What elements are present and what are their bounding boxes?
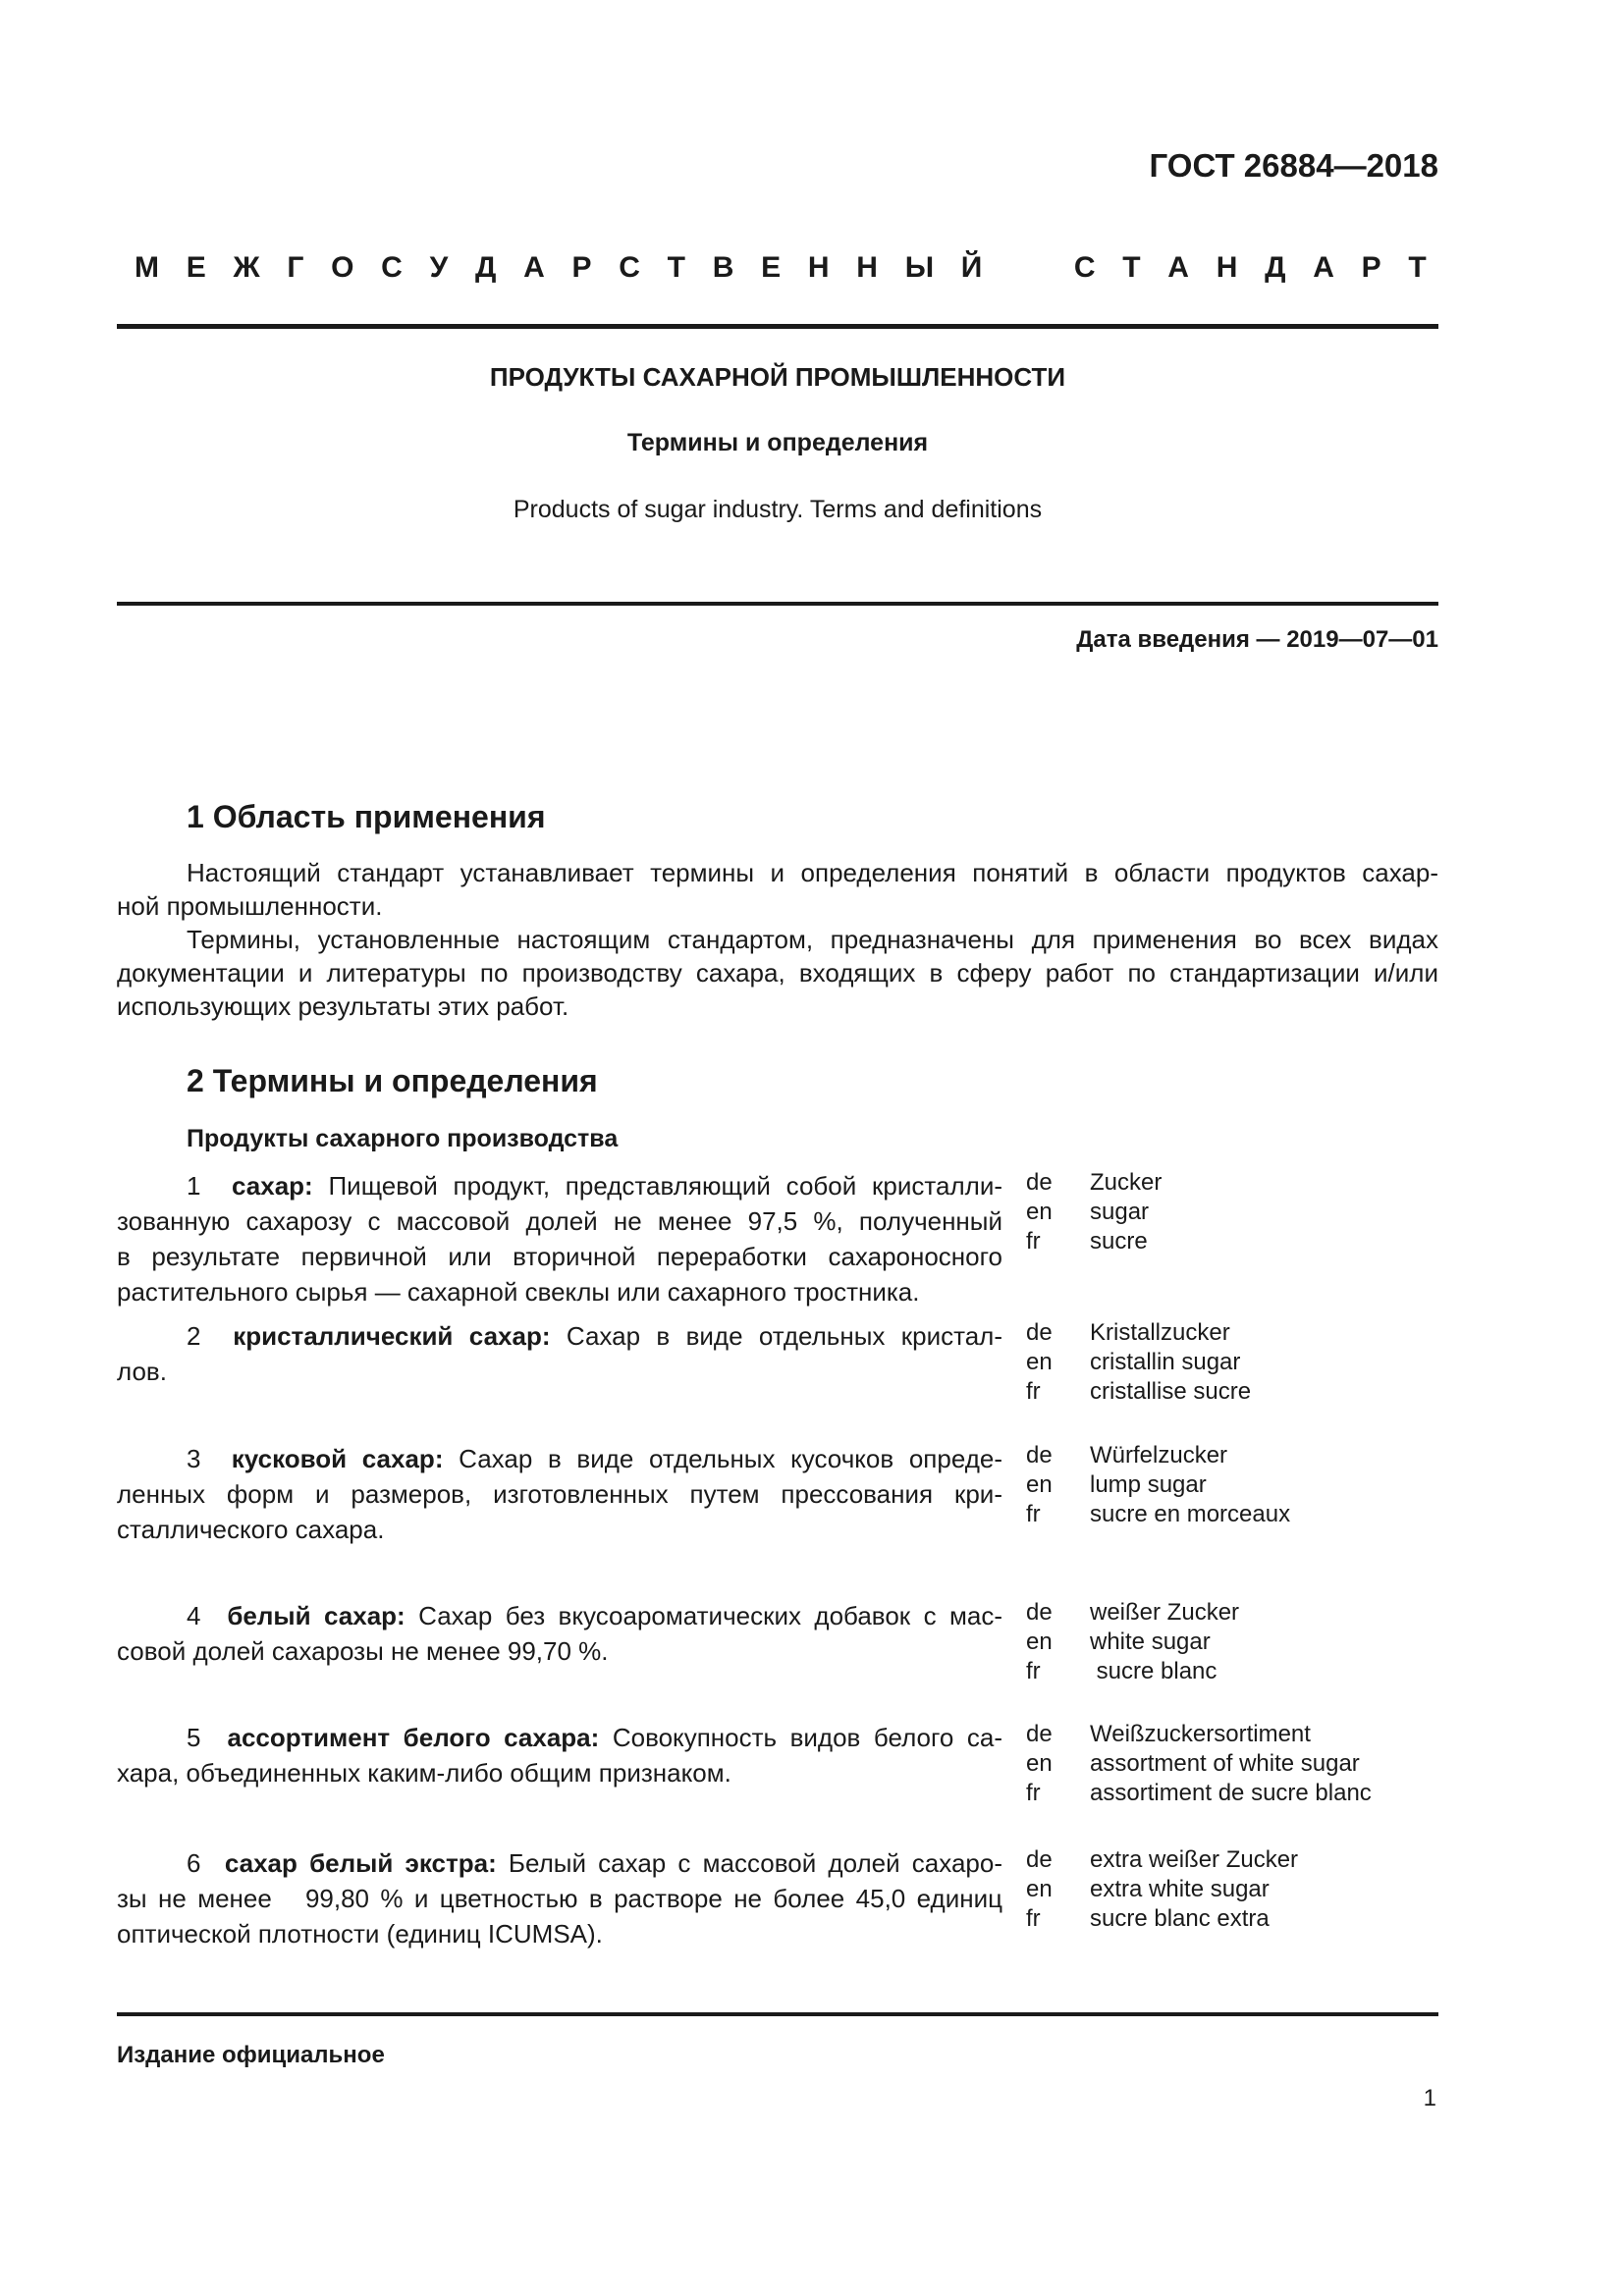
- text-line: [117, 1598, 1002, 1633]
- scope-paragraph-1: [117, 856, 1438, 923]
- text-line: оптической плотности (единиц ICUMSA).: [117, 1919, 603, 1949]
- document-code: ГОСТ 26884—2018: [1149, 147, 1438, 184]
- lang-code: fr: [1026, 1228, 1041, 1255]
- term-definition: Сахар в виде отдельных кусочков опреде-: [443, 1444, 1003, 1473]
- text-line: [117, 1318, 1002, 1354]
- term-number: 1: [187, 1171, 201, 1201]
- equivalent-term: extra weißer Zucker: [1090, 1846, 1299, 1873]
- language-codes: [1026, 1720, 1053, 1808]
- term-definition: Пищевой продукт, представляющий собой кристалли-: [312, 1171, 1003, 1201]
- term-number: 2: [187, 1321, 201, 1351]
- term-number: 6: [187, 1848, 201, 1878]
- equivalent-term: extra white sugar: [1090, 1876, 1270, 1902]
- equivalent-term: cristallin sugar: [1090, 1349, 1241, 1375]
- language-codes: [1026, 1845, 1053, 1934]
- banner-letter: У: [429, 251, 449, 284]
- lang-code: de: [1026, 1169, 1053, 1196]
- text-line: ной промышленности.: [117, 891, 383, 921]
- term-name: белый сахар:: [227, 1601, 406, 1630]
- banner-letter: Ж: [233, 251, 260, 284]
- term-entry-4: [117, 1598, 1002, 1669]
- interstate-standard-banner: [135, 251, 1427, 285]
- banner-letter: Н: [856, 251, 878, 284]
- text-line: растительного сырья — сахарной свеклы или сахарного тростника.: [117, 1277, 920, 1307]
- foreign-equivalents: [1090, 1720, 1372, 1808]
- lang-code: en: [1026, 1471, 1053, 1498]
- banner-letter: Г: [287, 251, 304, 284]
- lang-code: fr: [1026, 1780, 1041, 1806]
- scope-paragraph-2: [117, 923, 1438, 1023]
- equivalent-term: white sugar: [1090, 1629, 1211, 1655]
- banner-letter: В: [712, 251, 734, 284]
- text-line: совой долей сахарозы не менее 99,70 %.: [117, 1636, 609, 1666]
- banner-letter: Е: [761, 251, 782, 284]
- lang-code: fr: [1026, 1905, 1041, 1932]
- foreign-equivalents: [1090, 1318, 1251, 1407]
- equivalent-term: Zucker: [1090, 1169, 1163, 1196]
- lang-code: en: [1026, 1876, 1053, 1902]
- term-entry-1: [117, 1168, 1002, 1309]
- banner-letter: Н: [1216, 251, 1238, 284]
- text-line: хара, объединенных каким-либо общим признаком.: [117, 1758, 731, 1788]
- lang-code: en: [1026, 1629, 1053, 1655]
- term-entry-6: [117, 1845, 1002, 1951]
- term-name: сахар белый экстра:: [224, 1848, 497, 1878]
- equivalent-term: sucre: [1090, 1228, 1148, 1255]
- introduction-date: Дата введения — 2019—07—01: [1076, 626, 1438, 653]
- text-line: ленных форм и размеров, изготовленных путем прессования кри-: [117, 1479, 1002, 1509]
- banner-letter: Ы: [904, 251, 935, 284]
- lang-code: en: [1026, 1750, 1053, 1777]
- footer-rule: [117, 2012, 1438, 2016]
- equivalent-term: lump sugar: [1090, 1471, 1207, 1498]
- foreign-equivalents: [1090, 1598, 1239, 1686]
- document-subtitle: Термины и определения: [626, 429, 929, 456]
- banner-letter: О: [331, 251, 354, 284]
- language-codes: [1026, 1441, 1053, 1529]
- text-line: документации и литературы по производству сахара, входящих в сферу работ по стандартизации и/или: [117, 958, 1438, 988]
- term-entry-2: [117, 1318, 1002, 1389]
- foreign-equivalents: [1090, 1441, 1290, 1529]
- equivalent-term: assortment of white sugar: [1090, 1750, 1360, 1777]
- equivalent-term: Kristallzucker: [1090, 1319, 1230, 1346]
- term-entry-3: [117, 1441, 1002, 1547]
- text-line: [117, 1441, 1002, 1476]
- banner-letter: А: [1313, 251, 1334, 284]
- text-line: Термины, установленные настоящим стандартом, предназначены для применения во всех видах: [187, 925, 1438, 954]
- banner-letter: Р: [571, 251, 592, 284]
- term-name: ассортимент белого сахара:: [227, 1723, 600, 1752]
- term-number: 5: [187, 1723, 201, 1752]
- document-title: ПРОДУКТЫ САХАРНОЙ ПРОМЫШЛЕННОСТИ: [489, 362, 1066, 392]
- document-title-english: Products of sugar industry. Terms and definitions: [513, 496, 1043, 523]
- banner-letter: А: [1167, 251, 1189, 284]
- lang-code: de: [1026, 1721, 1053, 1747]
- title-rule: [117, 602, 1438, 606]
- foreign-equivalents: [1090, 1168, 1162, 1256]
- text-line: использующих результаты этих работ.: [117, 991, 569, 1021]
- equivalent-term: Weißzuckersortiment: [1090, 1721, 1311, 1747]
- banner-letter: Н: [807, 251, 830, 284]
- language-codes: [1026, 1168, 1053, 1256]
- text-line: сталлического сахара.: [117, 1515, 385, 1544]
- header-rule: [117, 324, 1438, 329]
- term-entry-5: [117, 1720, 1002, 1790]
- language-codes: [1026, 1318, 1053, 1407]
- banner-letter: А: [523, 251, 545, 284]
- term-number: 3: [187, 1444, 201, 1473]
- term-name: сахар:: [232, 1171, 313, 1201]
- banner-letter: Т: [1408, 251, 1427, 284]
- language-codes: [1026, 1598, 1053, 1686]
- lang-code: fr: [1026, 1378, 1041, 1405]
- lang-code: en: [1026, 1199, 1053, 1225]
- page-number: 1: [1423, 2085, 1436, 2111]
- equivalent-term: Würfelzucker: [1090, 1442, 1228, 1468]
- text-line: [117, 1845, 1002, 1881]
- term-definition: Совокупность видов белого са-: [599, 1723, 1003, 1752]
- foreign-equivalents: [1090, 1845, 1298, 1934]
- text-line: зованную сахарозу с массовой долей не менее 97,5 %, полученный: [117, 1206, 1002, 1236]
- text-line: зы не менее 99,80 % и цветностью в растворе не более 45,0 единиц: [117, 1884, 1002, 1913]
- banner-letter: Й: [960, 251, 983, 284]
- equivalent-term: sucre en morceaux: [1090, 1501, 1291, 1527]
- equivalent-term: cristallise sucre: [1090, 1378, 1252, 1405]
- text-line: в результате первичной или вторичной переработки сахароносного: [117, 1242, 1002, 1271]
- banner-letter: Е: [186, 251, 206, 284]
- lang-code: fr: [1026, 1501, 1041, 1527]
- term-definition: Сахар в виде отдельных кристал-: [550, 1321, 1003, 1351]
- banner-letter: Д: [1265, 251, 1286, 284]
- term-name: кристаллический сахар:: [233, 1321, 551, 1351]
- equivalent-term: sugar: [1090, 1199, 1150, 1225]
- text-line: Настоящий стандарт устанавливает термины и определения понятий в области продуктов сахар-: [187, 858, 1438, 887]
- section-heading-terms: 2 Термины и определения: [187, 1063, 598, 1098]
- text-line: [117, 1720, 1002, 1755]
- text-line: лов.: [117, 1357, 167, 1386]
- term-definition: Сахар без вкусоароматических добавок с мас-: [405, 1601, 1003, 1630]
- equivalent-term: sucre blanc extra: [1090, 1905, 1270, 1932]
- banner-letter: Т: [667, 251, 685, 284]
- section-heading-scope: 1 Область применения: [187, 799, 546, 834]
- term-definition: Белый сахар с массовой долей сахаро-: [496, 1848, 1003, 1878]
- banner-letter: Р: [1361, 251, 1381, 284]
- lang-code: de: [1026, 1599, 1053, 1626]
- term-number: 4: [187, 1601, 201, 1630]
- banner-letter: С: [1073, 251, 1096, 284]
- banner-letter: С: [619, 251, 640, 284]
- lang-code: de: [1026, 1846, 1053, 1873]
- banner-letter: С: [381, 251, 403, 284]
- lang-code: de: [1026, 1319, 1053, 1346]
- term-name: кусковой сахар:: [231, 1444, 444, 1473]
- text-line: [117, 1168, 1002, 1203]
- banner-letter: М: [135, 251, 159, 284]
- word-gap: [1009, 251, 1047, 285]
- official-edition-label: Издание официальное: [117, 2042, 385, 2068]
- banner-letter: Д: [474, 251, 497, 284]
- lang-code: en: [1026, 1349, 1053, 1375]
- lang-code: de: [1026, 1442, 1053, 1468]
- lang-code: fr: [1026, 1658, 1041, 1684]
- equivalent-term: assortiment de sucre blanc: [1090, 1780, 1372, 1806]
- equivalent-term: sucre blanc: [1090, 1658, 1217, 1684]
- equivalent-term: weißer Zucker: [1090, 1599, 1240, 1626]
- terms-group-heading: Продукты сахарного производства: [187, 1125, 619, 1152]
- banner-letter: Т: [1122, 251, 1141, 284]
